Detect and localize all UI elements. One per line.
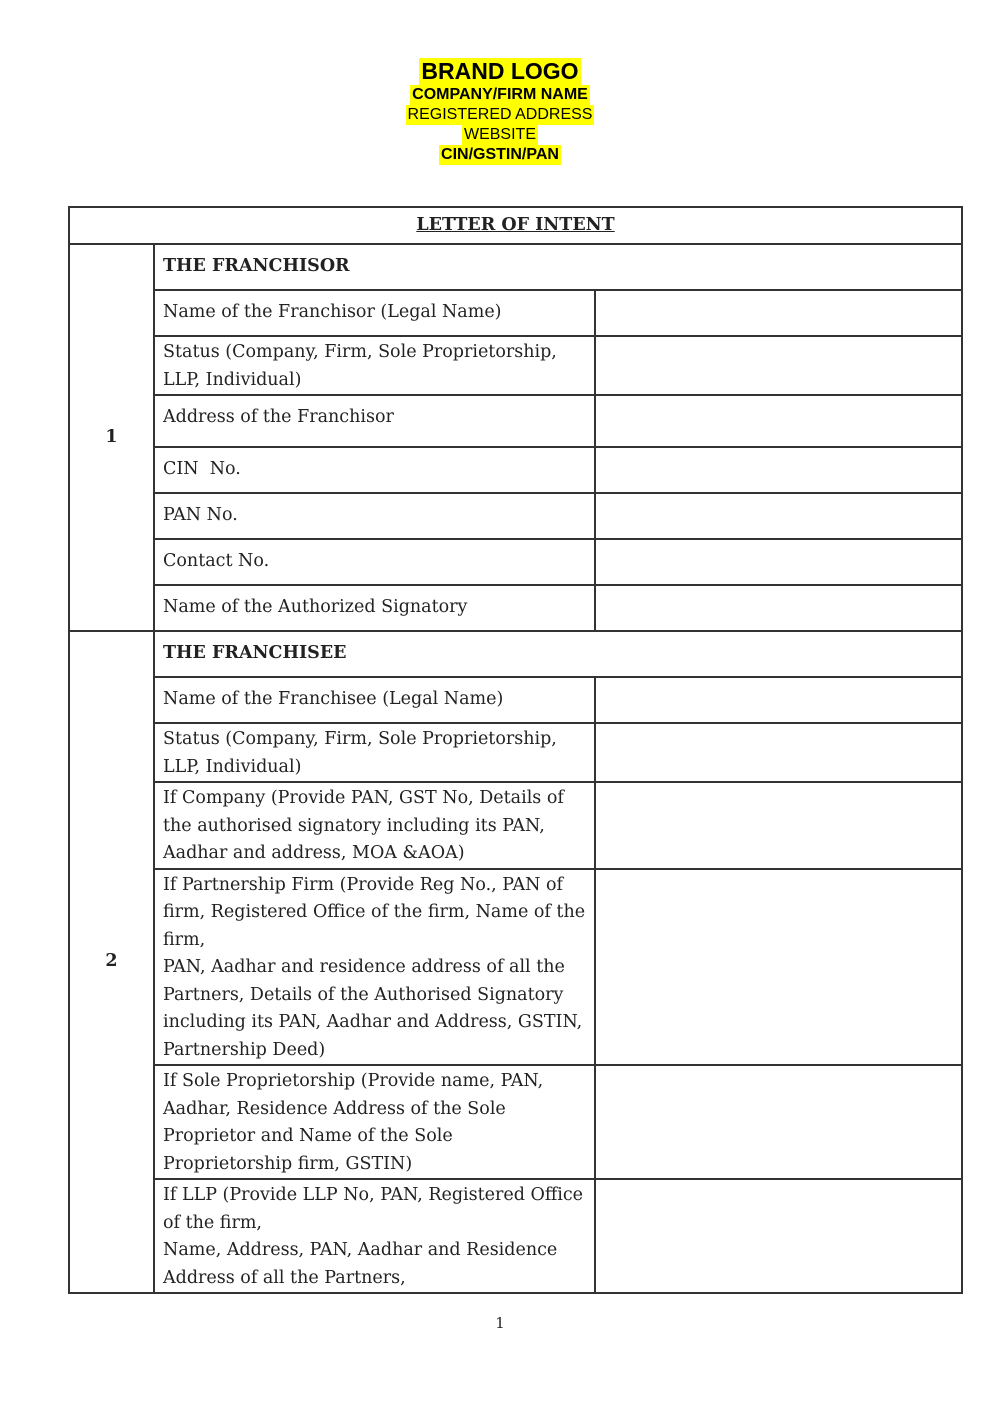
field-label: PAN No. bbox=[154, 493, 595, 539]
field-value-input[interactable] bbox=[595, 782, 962, 869]
field-label: Address of the Franchisor bbox=[154, 395, 595, 447]
website: WEBSITE bbox=[463, 126, 536, 143]
section-heading-franchisor: THE FRANCHISOR bbox=[154, 244, 962, 290]
cin-gstin-pan: CIN/GSTIN/PAN bbox=[441, 146, 559, 163]
field-label: Status (Company, Firm, Sole Proprietorship, LLP, Individual) bbox=[154, 723, 595, 782]
field-label: Contact No. bbox=[154, 539, 595, 585]
field-label: Name of the Franchisor (Legal Name) bbox=[154, 290, 595, 336]
field-value-input[interactable] bbox=[595, 1179, 962, 1293]
field-label: If Company (Provide PAN, GST No, Details of the authorised signatory including its PAN, Aadhar and address, MOA &AOA) bbox=[154, 782, 595, 869]
field-value-input[interactable] bbox=[595, 493, 962, 539]
field-value-input[interactable] bbox=[595, 585, 962, 631]
form-title: LETTER OF INTENT bbox=[69, 207, 962, 244]
field-label: If Sole Proprietorship (Provide name, PAN, Aadhar, Residence Address of the Sole Proprietor and Name of the Sole Proprietorship firm, GSTIN) bbox=[154, 1065, 595, 1179]
registered-address: REGISTERED ADDRESS bbox=[407, 106, 593, 123]
field-value-input[interactable] bbox=[595, 723, 962, 782]
field-value-input[interactable] bbox=[595, 290, 962, 336]
field-value-input[interactable] bbox=[595, 447, 962, 493]
section-heading-franchisee: THE FRANCHISEE bbox=[154, 631, 962, 677]
field-label: If LLP (Provide LLP No, PAN, Registered Office of the firm, Name, Address, PAN, Aadhar and Residence Address of all the Partners, bbox=[154, 1179, 595, 1293]
company-name: COMPANY/FIRM NAME bbox=[412, 86, 588, 103]
field-value-input[interactable] bbox=[595, 395, 962, 447]
field-label: Name of the Franchisee (Legal Name) bbox=[154, 677, 595, 723]
field-value-input[interactable] bbox=[595, 1065, 962, 1179]
letterhead bbox=[0, 58, 1000, 165]
field-label: Status (Company, Firm, Sole Proprietorship, LLP, Individual) bbox=[154, 336, 595, 395]
section-number-2: 2 bbox=[69, 631, 154, 1293]
field-label: CIN No. bbox=[154, 447, 595, 493]
page-number: 1 bbox=[495, 1314, 505, 1332]
field-value-input[interactable] bbox=[595, 677, 962, 723]
letter-of-intent-table bbox=[68, 206, 963, 1294]
field-value-input[interactable] bbox=[595, 869, 962, 1066]
section-number-1: 1 bbox=[69, 244, 154, 631]
field-label: If Partnership Firm (Provide Reg No., PAN of firm, Registered Office of the firm, Name of the firm, PAN, Aadhar and residence address of all the Partners, Details of the Authorised Signatory including its PAN, Aadhar and Address, GSTIN, Partnership Deed) bbox=[154, 869, 595, 1066]
field-value-input[interactable] bbox=[595, 336, 962, 395]
field-label: Name of the Authorized Signatory bbox=[154, 585, 595, 631]
field-value-input[interactable] bbox=[595, 539, 962, 585]
brand-logo-placeholder: BRAND LOGO bbox=[421, 58, 579, 84]
